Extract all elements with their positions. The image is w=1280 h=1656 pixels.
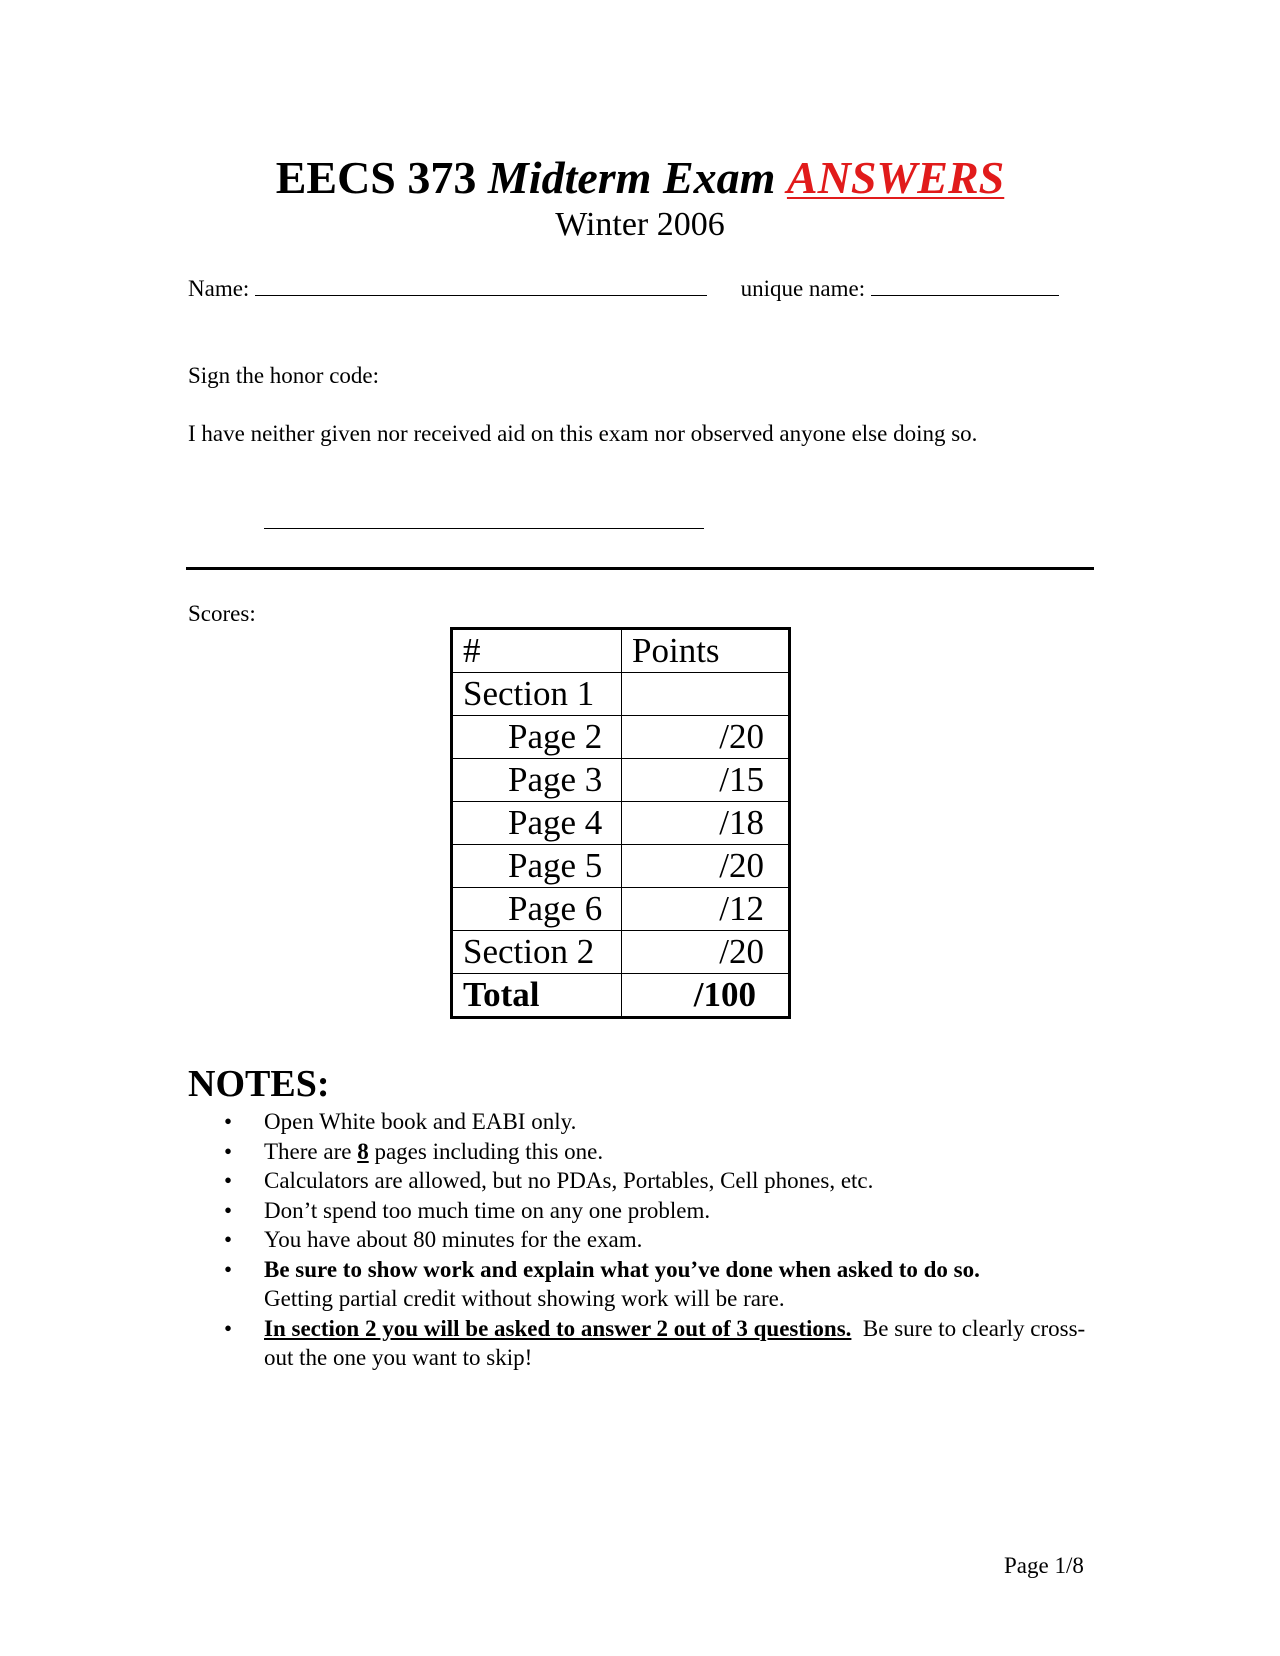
bullet-icon: • — [224, 1109, 233, 1134]
row-points: /18 — [622, 802, 790, 845]
row-points: /12 — [622, 888, 790, 931]
bullet-icon: • — [224, 1168, 233, 1193]
header-cell: Points — [622, 629, 790, 673]
unique-name-label: unique name: — [740, 276, 866, 301]
table-total-row — [452, 974, 790, 1018]
list-item — [188, 1137, 1088, 1167]
table-row — [452, 845, 790, 888]
notes-list — [188, 1107, 1088, 1373]
name-blank[interactable] — [255, 275, 707, 296]
row-item: Page 2 — [452, 716, 622, 759]
note-text: pages including this one. — [368, 1138, 604, 1164]
table-row — [452, 802, 790, 845]
note-text: Open White book and EABI only. — [264, 1109, 577, 1134]
row-item: Section 2 — [452, 931, 622, 974]
row-points: /20 — [622, 931, 790, 974]
scores-label: Scores: — [188, 601, 256, 626]
name-label: Name: — [188, 276, 250, 301]
list-item — [188, 1107, 1088, 1137]
bullet-icon: • — [224, 1256, 233, 1282]
title-exam: Midterm Exam — [487, 152, 776, 203]
notes-heading: NOTES: — [188, 1063, 330, 1105]
row-points: /20 — [622, 845, 790, 888]
exam-title — [0, 150, 1280, 206]
table-row — [452, 888, 790, 931]
section-divider — [186, 567, 1094, 570]
note-text: There are — [264, 1138, 358, 1164]
list-item — [188, 1255, 1088, 1314]
table-header-row — [452, 629, 790, 673]
name-line — [188, 275, 1059, 303]
bullet-icon: • — [224, 1138, 233, 1164]
title-answers: ANSWERS — [786, 152, 1005, 203]
table-row — [452, 759, 790, 802]
header-cell: # — [452, 629, 622, 673]
row-item: Page 6 — [452, 888, 622, 931]
row-points — [622, 673, 790, 716]
exam-subtitle: Winter 2006 — [555, 206, 725, 243]
list-item — [188, 1225, 1088, 1255]
note-text: Getting partial credit without showing work will be rare. — [264, 1286, 785, 1311]
unique-name-blank[interactable] — [871, 275, 1059, 296]
note-emphasis: In section 2 you will be asked to answer 2 out of 3 questions. — [264, 1315, 852, 1341]
note-text: Calculators are allowed, but no PDAs, Portables, Cell phones, etc. — [264, 1168, 874, 1193]
row-item: Page 5 — [452, 845, 622, 888]
note-text: Be sure to clearly cross-out the one you want to skip! — [264, 1315, 1086, 1370]
row-item: Page 4 — [452, 802, 622, 845]
total-item: Total — [452, 974, 622, 1018]
list-item — [188, 1314, 1088, 1373]
row-item: Section 1 — [452, 673, 622, 716]
note-text: You have about 80 minutes for the exam. — [264, 1227, 643, 1252]
row-item: Page 3 — [452, 759, 622, 802]
honor-prompt: Sign the honor code: — [188, 363, 379, 388]
table-row — [452, 931, 790, 974]
note-emphasis: Be sure to show work and explain what you’ve done when asked to do so. — [264, 1256, 980, 1282]
bullet-icon: • — [224, 1227, 233, 1252]
table-row — [452, 673, 790, 716]
honor-statement: I have neither given nor received aid on this exam nor observed anyone else doing so. — [188, 421, 978, 446]
bullet-icon: • — [224, 1197, 233, 1223]
page-count: 8 — [357, 1138, 369, 1164]
row-points: /15 — [622, 759, 790, 802]
bullet-icon: • — [224, 1315, 233, 1341]
list-item — [188, 1166, 1088, 1196]
signature-line[interactable] — [264, 528, 704, 529]
row-points: /20 — [622, 716, 790, 759]
list-item — [188, 1196, 1088, 1226]
note-text: Don’t spend too much time on any one problem. — [264, 1197, 711, 1223]
table-row — [452, 716, 790, 759]
title-course: EECS 373 — [275, 152, 477, 203]
scores-table — [450, 627, 791, 1019]
page-number: Page 1/8 — [1004, 1553, 1084, 1578]
total-points: /100 — [622, 974, 790, 1018]
